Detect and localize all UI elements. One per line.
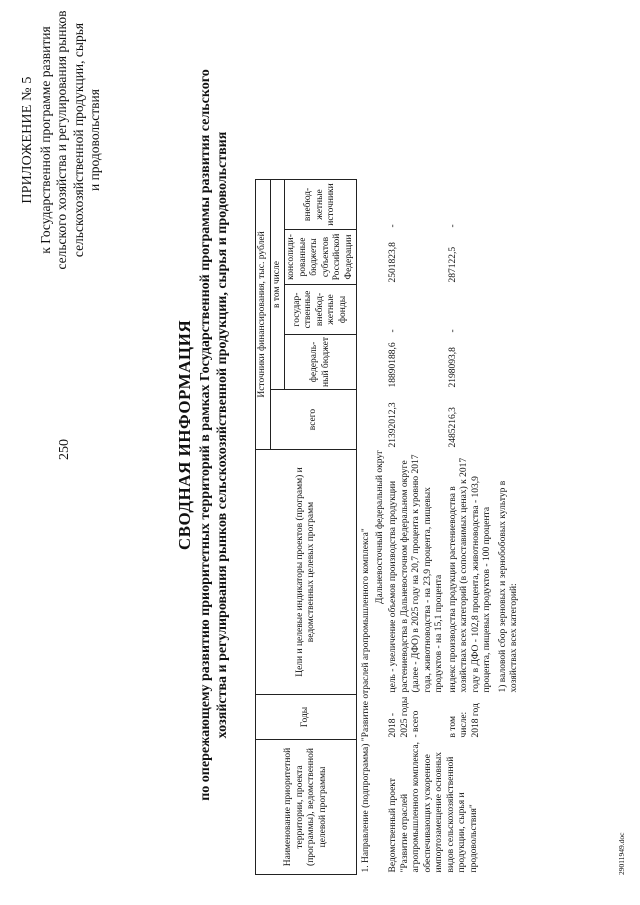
row-consolidated: 2501823,8 [388, 242, 398, 283]
header-row [256, 180, 271, 875]
appendix-line: к Государственной программе развития [37, 26, 53, 254]
row-years-cell [447, 695, 522, 740]
header-consolidated: консолиди- рованные бюджеты субъектов Российской Федерации [285, 230, 357, 285]
title-sub-line: хозяйства и регулирования рынков сельскохозяйственной продукции, сырья и продовольствия [215, 131, 230, 739]
project-name: Ведомственный проект "Развитие отраслей агропромышленного комплекса, обеспечивающих ускоренное импортозамещение основных видов сельскохозяйственной продукции, сырья и продовольствия" [388, 742, 479, 873]
row-years-prefix: в том числе: [447, 711, 469, 738]
table-row [387, 180, 447, 875]
header-goals: Цели и целевые индикаторы проектов (программ) и ведомственных целевых программ [256, 450, 357, 695]
row-extrabudget: - [388, 224, 398, 228]
document-code: 29011949.doc [617, 832, 626, 875]
row-years: 2018 год [470, 703, 481, 738]
appendix-line: сельскохозяйственной продукции, сырья [70, 22, 86, 258]
page-number: 250 [57, 439, 72, 460]
title-main: СВОДНАЯ ИНФОРМАЦИЯ [175, 319, 194, 551]
header-state-funds: государ- ственные внебюд- жетные фонды [285, 285, 357, 335]
row-extrabudget: - [447, 224, 458, 228]
row-state-funds: - [447, 329, 458, 333]
section-row [357, 180, 374, 875]
row-total: 21392012,3 [388, 402, 398, 448]
district-row [374, 180, 388, 875]
header-funding-group: Источники финансирования, тыс. рублей [256, 180, 271, 450]
header-total: всего [270, 390, 357, 450]
header-name: Наименование приоритетной территории, проекта (программы), ведомственной целевой программы [256, 740, 357, 875]
appendix-heading: ПРИЛОЖЕНИЕ № 5 [20, 76, 35, 204]
section-line: 1. Направление (подпрограмма) "Развитие отраслей агропромышленного комплекса" [361, 528, 371, 873]
row-years: 2018 - 2025 годы - всего [388, 696, 421, 738]
row-goal: цель - увеличение объемов производства продукции растениеводства в Дальневосточном федеральном округе (далее - ДФО) в 2025 году на 20,7 процента к уровню 2017 года, животноводства - на 23,9 процента, пищевых продуктов - на 15,1 процента [388, 454, 444, 693]
row-goal-cell [447, 450, 522, 695]
header-years: Годы [256, 695, 357, 740]
row-goal-item: 1) валовой сбор зерновых и зернобобовых культур в хозяйствах всех категорий: [497, 480, 519, 693]
appendix-line: и продовольствия [87, 89, 102, 192]
header-extrabudget: внебюд- жетные источники [285, 180, 357, 230]
district-line: Дальневосточный федеральный округ [374, 450, 385, 604]
row-federal: 2198093,8 [447, 347, 458, 388]
header-including: в том числе [270, 180, 285, 390]
row-state-funds: - [388, 329, 398, 333]
appendix-line: сельского хозяйства и регулирования рынков [54, 10, 69, 270]
appendix-header [20, 5, 104, 275]
row-total: 2485216,3 [447, 407, 458, 448]
title-sub-line: по опережающему развитию приоритетных территорий в рамках Государственной программы развития сельского [198, 69, 213, 801]
row-consolidated: 287122,5 [447, 246, 458, 283]
row-goal: индекс производства продукции растениеводства в хозяйствах всех категорий (в сопоставимых ценах) к 2017 году в ДФО - 102,8 процента, животноводства - 103,9 процента, пищевых продуктов - 100 процента [447, 457, 492, 693]
funding-table [255, 179, 522, 875]
row-federal: 18890188,6 [388, 342, 398, 388]
header-federal: федераль- ный бюджет [285, 335, 357, 390]
document-title [175, 5, 231, 865]
